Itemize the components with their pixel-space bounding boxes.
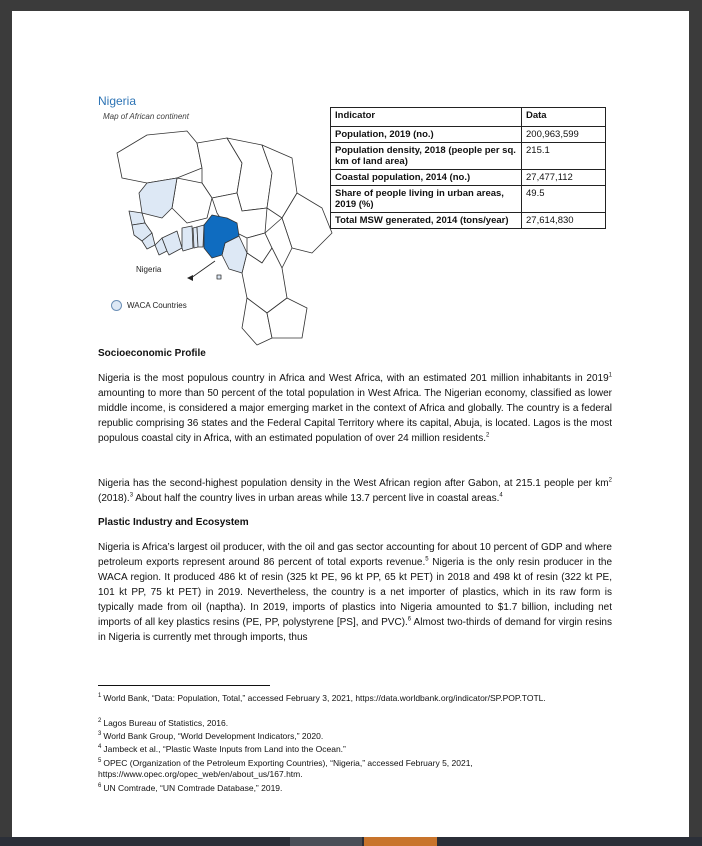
footnote-number: 6	[98, 783, 102, 789]
table-cell-label: Population density, 2018 (people per sq. km of land area)	[331, 143, 522, 170]
map-country-north-1	[117, 131, 202, 183]
indicator-table	[330, 107, 606, 229]
table-cell-value: 200,963,599	[522, 127, 606, 143]
footnote	[98, 729, 612, 742]
table-cell-label: Share of people living in urban areas, 2019 (%)	[331, 186, 522, 213]
paragraph-socioeconomic	[98, 371, 612, 446]
taskbar	[0, 837, 702, 846]
paragraph-text: About half the country lives in urban areas while 13.7 percent live in coastal areas.	[133, 493, 500, 504]
paragraph-density	[98, 476, 612, 506]
document-page[interactable]	[12, 11, 689, 837]
footnote-text: UN Comtrade, “UN Comtrade Database,” 2019.	[103, 782, 283, 793]
footnote-number: 5	[98, 758, 102, 764]
waca-legend-marker	[111, 300, 122, 311]
footnote	[98, 781, 612, 794]
table-header-indicator: Indicator	[331, 108, 522, 127]
map-waca-ghana	[182, 226, 193, 251]
footnote-text: World Bank Group, “World Development Indicators,” 2020.	[103, 730, 324, 741]
map-legend	[111, 300, 187, 311]
paragraph-text: Nigeria is Africa’s largest oil producer, with the oil and gas sector accounting for about 10 percent of GDP and where petroleum exports represent around 86 percent of total exports revenue.	[98, 542, 612, 568]
footnote-text: Lagos Bureau of Statistics, 2016.	[103, 717, 229, 728]
paragraph-text: (2018).	[98, 493, 130, 504]
section-heading-plastic: Plastic Industry and Ecosystem	[98, 517, 249, 528]
footnote-text[interactable]: World Bank, “Data: Population, Total,” accessed February 3, 2021, https://data.worldbank.org/indicator/SP.POP.TOTL.	[103, 692, 546, 703]
footnote-ref[interactable]: 5	[425, 556, 429, 563]
map-waca-sao-tome	[217, 275, 221, 279]
paragraph-text: Almost two-thirds of demand for virgin resins in Nigeria is currently met through imports, thus	[98, 617, 612, 643]
footnote-separator	[98, 685, 270, 686]
footnote	[98, 716, 612, 729]
footnote-text: Jambeck et al., “Plastic Waste Inputs from Land into the Ocean.”	[103, 743, 346, 754]
map-caption: Map of African continent	[103, 112, 189, 121]
footnote-ref[interactable]: 4	[499, 492, 503, 499]
footnote-ref[interactable]: 6	[407, 616, 412, 623]
map-waca-benin	[197, 225, 204, 247]
nigeria-pointer-arrow	[187, 275, 193, 281]
table-cell-label: Population, 2019 (no.)	[331, 127, 522, 143]
taskbar-segment[interactable]	[290, 837, 362, 846]
table-cell-label: Coastal population, 2014 (no.)	[331, 170, 522, 186]
footnote-number: 4	[98, 744, 102, 750]
table-row	[331, 213, 606, 229]
superscript-exponent: 2	[608, 477, 612, 484]
table-cell-value: 215.1	[522, 143, 606, 170]
table-row	[331, 170, 606, 186]
footnote-number: 2	[98, 718, 102, 724]
table-row	[331, 143, 606, 170]
africa-map	[107, 123, 337, 348]
nigeria-pointer-line	[191, 261, 215, 278]
paragraph-text: Nigeria is the only resin producer in the WACA region. It produced 486 kt of resin (325 kt PE, 96 kt PP, 65 kt PET) in 2018 and 498 kt of resin (322 kt PE, 101 kt PP, 75 kt PET) in 2019. Nevertheless, the country is a net importer of plastics, which in its raw form is typically made from oil (naptha). In 2019, imports of plastics into Nigeria amounted to $1.7 billion, including net imports of all key plastics resins (PE, PP, polystyrene [PS], and PVC).	[98, 557, 612, 628]
table-cell-value: 27,477,112	[522, 170, 606, 186]
map-label-nigeria: Nigeria	[136, 265, 162, 274]
footnote-text[interactable]: OPEC (Organization of the Petroleum Exporting Countries), “Nigeria,” accessed February 5, 2021, https://www.opec.org/opec_web/en/about_us/167.htm.	[98, 757, 473, 780]
paragraph-text: Nigeria has the second-highest population density in the West African region after Gabon, at 215.1 people per km	[98, 478, 609, 489]
page-title: Nigeria	[98, 94, 137, 108]
window-edge	[689, 11, 702, 837]
paragraph-text: amounting to more than 50 percent of the total population in West Africa. The Nigerian economy, classified as lower middle income, is considered a major emerging market in the context of Africa and globally. The country is a federal republic comprising 36 states and the Federal Capital Territory where its capital, Abuja, is located. Lagos is the most populous coastal city in Africa, with an estimated population of over 24 million residents.	[98, 388, 612, 444]
table-row	[331, 186, 606, 213]
footnote-ref[interactable]: 3	[129, 492, 134, 499]
map-legend-label: WACA Countries	[127, 301, 187, 310]
footnote-ref[interactable]: 1	[608, 372, 612, 379]
footnote-ref[interactable]: 2	[486, 432, 490, 439]
paragraph-plastic	[98, 540, 612, 645]
footnote-number: 3	[98, 731, 102, 737]
table-header-row	[331, 108, 606, 127]
paragraph-text: Nigeria is the most populous country in Africa and West Africa, with an estimated 201 million inhabitants in 2019	[98, 373, 609, 384]
table-cell-label: Total MSW generated, 2014 (tons/year)	[331, 213, 522, 229]
map-waca-mauritania	[139, 178, 177, 218]
table-row	[331, 127, 606, 143]
section-heading-socioeconomic: Socioeconomic Profile	[98, 348, 206, 359]
table-cell-value: 49.5	[522, 186, 606, 213]
table-header-data: Data	[522, 108, 606, 127]
taskbar-segment-active[interactable]	[364, 837, 437, 846]
footnote-number: 1	[98, 693, 102, 699]
table-cell-value: 27,614,830	[522, 213, 606, 229]
footnote	[98, 756, 612, 781]
footnote	[98, 742, 612, 755]
footnote	[98, 691, 612, 704]
